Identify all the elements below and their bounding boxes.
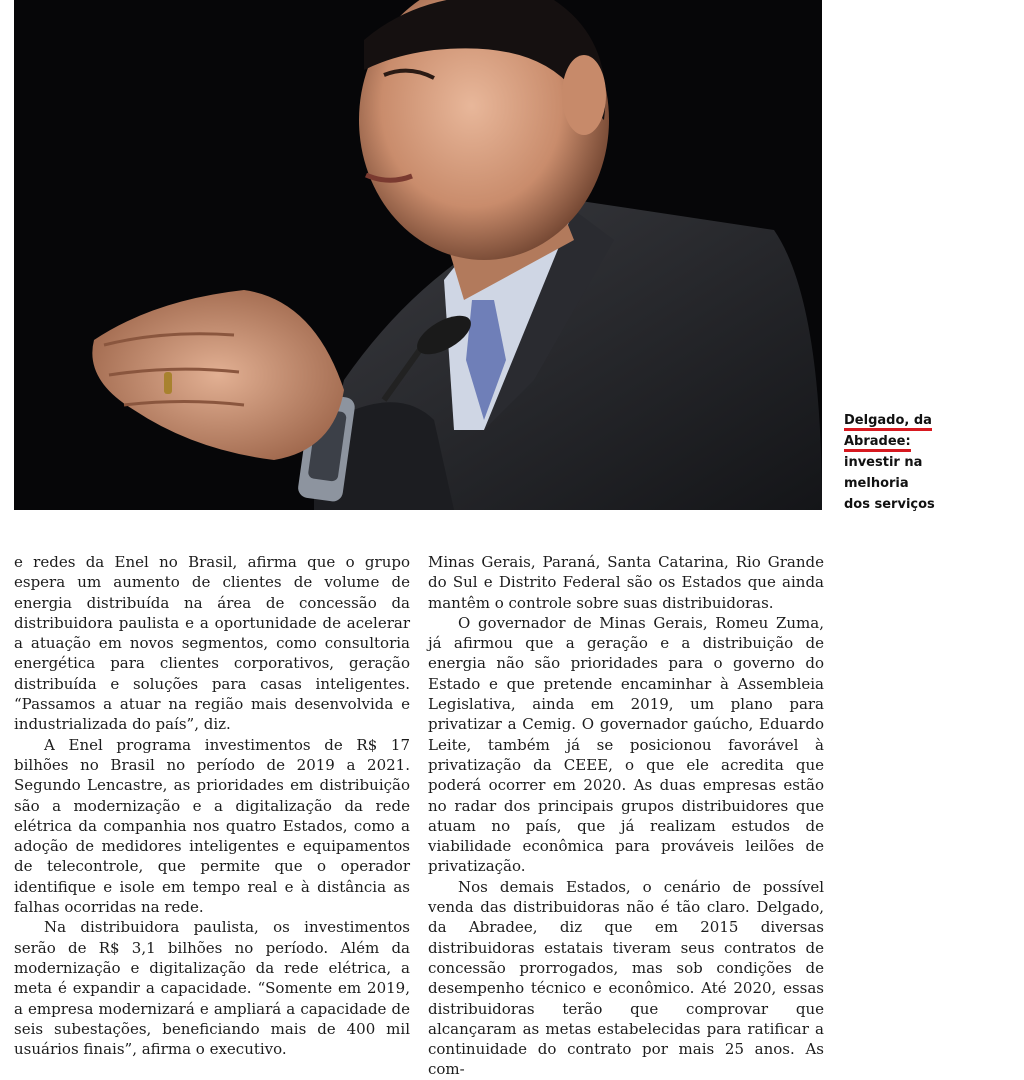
photo-caption [844,410,1014,515]
speaker-photo [14,0,822,510]
article-column-right [428,552,824,1079]
paragraph: O governador de Minas Gerais, Romeu Zuma, já afirmou que a geração e a distribuição de energia não são prioridades para o governo do Estado e que pretende encaminhar à Assembleia Legislativa, ainda em 2019, um plano para privatizar a Cemig. O governador gaúcho, Eduardo Leite, também já se posicionou favorável à privatização da CEEE, o que ele acredita que poderá ocorrer em 2020. As duas empresas estão no radar dos principais grupos distribuidores que atuam no país, que já realizam estudos de viabilidade econômica para prováveis leilões de privatização. [428,613,824,876]
caption-line-2: melhoria [844,476,909,491]
paragraph: e redes da Enel no Brasil, afirma que o grupo espera um aumento de clientes de volume de energia distribuída na área de concessão da distribuidora paulista e a oportunidade de acelerar a atuação em novos segmentos, como consultoria energética para clientes corporativos, geração distribuída e soluções para casas inteligentes. “Passamos a atuar na região mais desenvolvida e industrializada do país”, diz. [14,553,410,734]
speaker-illustration [14,0,822,510]
caption-org: Abradee: [844,434,911,452]
article-column-left [14,552,410,1059]
paragraph: Na distribuidora paulista, os investimentos serão de R$ 3,1 bilhões no período. Além da modernização e digitalização da rede elétrica, a meta é expandir a capacidade. “Somente em 2019, a empresa modernizará e ampliará a capacidade de seis subestações, beneficiando mais de 400 mil usuários finais”, afirma o executivo. [14,918,410,1059]
paragraph: Minas Gerais, Paraná, Santa Catarina, Rio Grande do Sul e Distrito Federal são os Estados que ainda mantêm o controle sobre suas distribuidoras. [428,553,824,612]
paragraph: A Enel programa investimentos de R$ 17 bilhões no Brasil no período de 2019 a 2021. Segundo Lencastre, as prioridades em distribuição são a modernização e a digitalização da rede elétrica da companhia nos quatro Estados, como a adoção de medidores inteligentes e equipamentos de telecontrole, que permite que o operador identifique e isole em tempo real e à distância as falhas ocorridas na rede. [14,735,410,917]
paragraph: Nos demais Estados, o cenário de possível venda das distribuidoras não é tão claro. Delgado, da Abradee, diz que em 2015 diversas distribuidoras estatais tiveram seus contratos de concessão prorrogados, mas sob condições de desempenho técnico e econômico. Até 2020, essas distribuidoras terão que comprovar que alcançaram as metas estabelecidas para ratificar a continuidade do contrato por mais 25 anos. As com- [428,877,824,1079]
caption-line-3: dos serviços [844,497,935,512]
caption-name: Delgado, da [844,413,932,431]
caption-line-1: investir na [844,455,923,470]
